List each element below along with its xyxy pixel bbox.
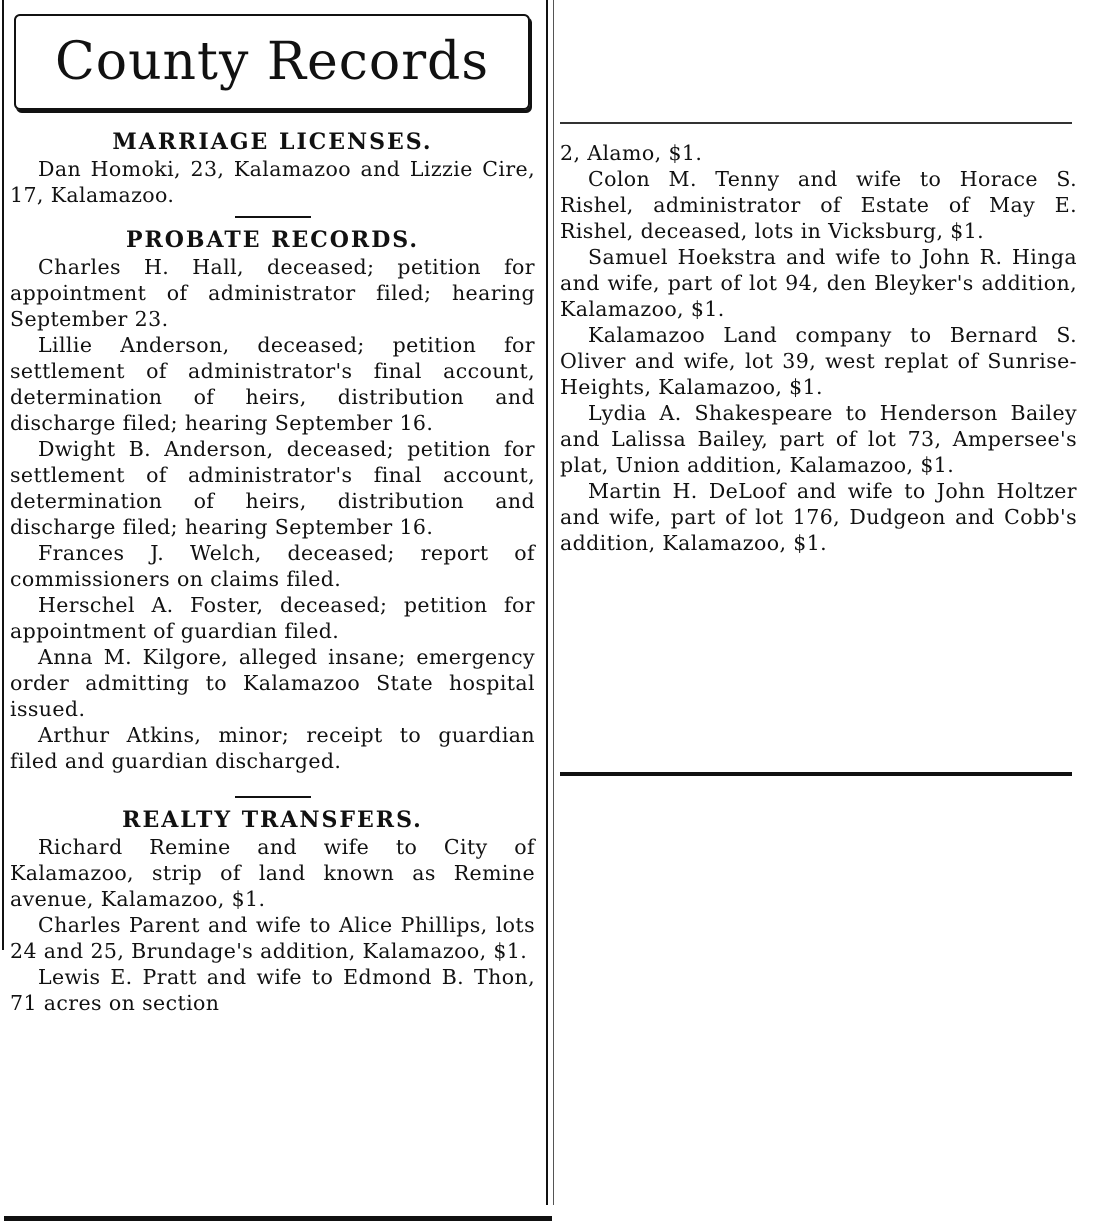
probate-entry: Charles H. Hall, deceased; petition for appointment of administrator filed; hearing September 23. <box>10 255 535 331</box>
realty-entry: Richard Remine and wife to City of Kalamazoo, strip of land known as Remine avenue, Kalamazoo, $1. <box>10 835 535 911</box>
realty-entry-continued: 2, Alamo, $1. <box>560 141 703 165</box>
bottom-rule <box>4 1216 552 1221</box>
realty-entry: Lydia A. Shakespeare to Henderson Bailey and Lalissa Bailey, part of lot 73, Ampersee's plat, Union addition, Kalamazoo, $1. <box>560 401 1077 477</box>
page-title: County Records <box>54 32 490 92</box>
marriage-heading: MARRIAGE LICENSES. <box>112 129 433 155</box>
realty-heading: REALTY TRANSFERS. <box>122 807 423 833</box>
divider <box>235 796 311 798</box>
marriage-entry: Dan Homoki, 23, Kalamazoo and Lizzie Cire, 17, Kalamazoo. <box>10 157 535 207</box>
probate-entry: Arthur Atkins, minor; receipt to guardian filed and guardian discharged. <box>10 723 535 773</box>
column-separator-rule <box>546 0 548 1205</box>
probate-heading: PROBATE RECORDS. <box>125 227 420 253</box>
left-border-rule <box>2 0 4 950</box>
realty-entry: Charles Parent and wife to Alice Phillips, lots 24 and 25, Brundage's addition, Kalamazoo, $1. <box>10 913 535 963</box>
probate-entry: Frances J. Welch, deceased; report of commissioners on claims filed. <box>10 541 535 591</box>
left-column <box>10 128 535 1016</box>
heading-box <box>14 14 530 110</box>
right-top-rule <box>560 122 1072 124</box>
realty-entry: Kalamazoo Land company to Bernard S. Oliver and wife, lot 39, west replat of Sunrise-Heights, Kalamazoo, $1. <box>560 323 1077 399</box>
right-bottom-rule <box>560 772 1072 776</box>
realty-entry: Martin H. DeLoof and wife to John Holtzer and wife, part of lot 176, Dudgeon and Cobb's addition, Kalamazoo, $1. <box>560 479 1077 555</box>
realty-entry: Lewis E. Pratt and wife to Edmond B. Thon, 71 acres on section <box>10 965 535 1015</box>
probate-entry: Lillie Anderson, deceased; petition for settlement of administrator's final account, determination of heirs, distribution and discharge filed; hearing September 16. <box>10 333 535 435</box>
right-column <box>560 140 1077 556</box>
probate-entry: Dwight B. Anderson, deceased; petition for settlement of administrator's final account, determination of heirs, distribution and discharge filed; hearing September 16. <box>10 437 535 539</box>
column-edge-rule <box>553 0 554 1205</box>
divider <box>235 216 311 218</box>
probate-entry: Herschel A. Foster, deceased; petition for appointment of guardian filed. <box>10 593 535 643</box>
realty-entry: Samuel Hoekstra and wife to John R. Hinga and wife, part of lot 94, den Bleyker's addition, Kalamazoo, $1. <box>560 245 1077 321</box>
probate-entry: Anna M. Kilgore, alleged insane; emergency order admitting to Kalamazoo State hospital issued. <box>10 645 535 721</box>
realty-entry: Colon M. Tenny and wife to Horace S. Rishel, administrator of Estate of May E. Rishel, deceased, lots in Vicksburg, $1. <box>560 167 1077 243</box>
